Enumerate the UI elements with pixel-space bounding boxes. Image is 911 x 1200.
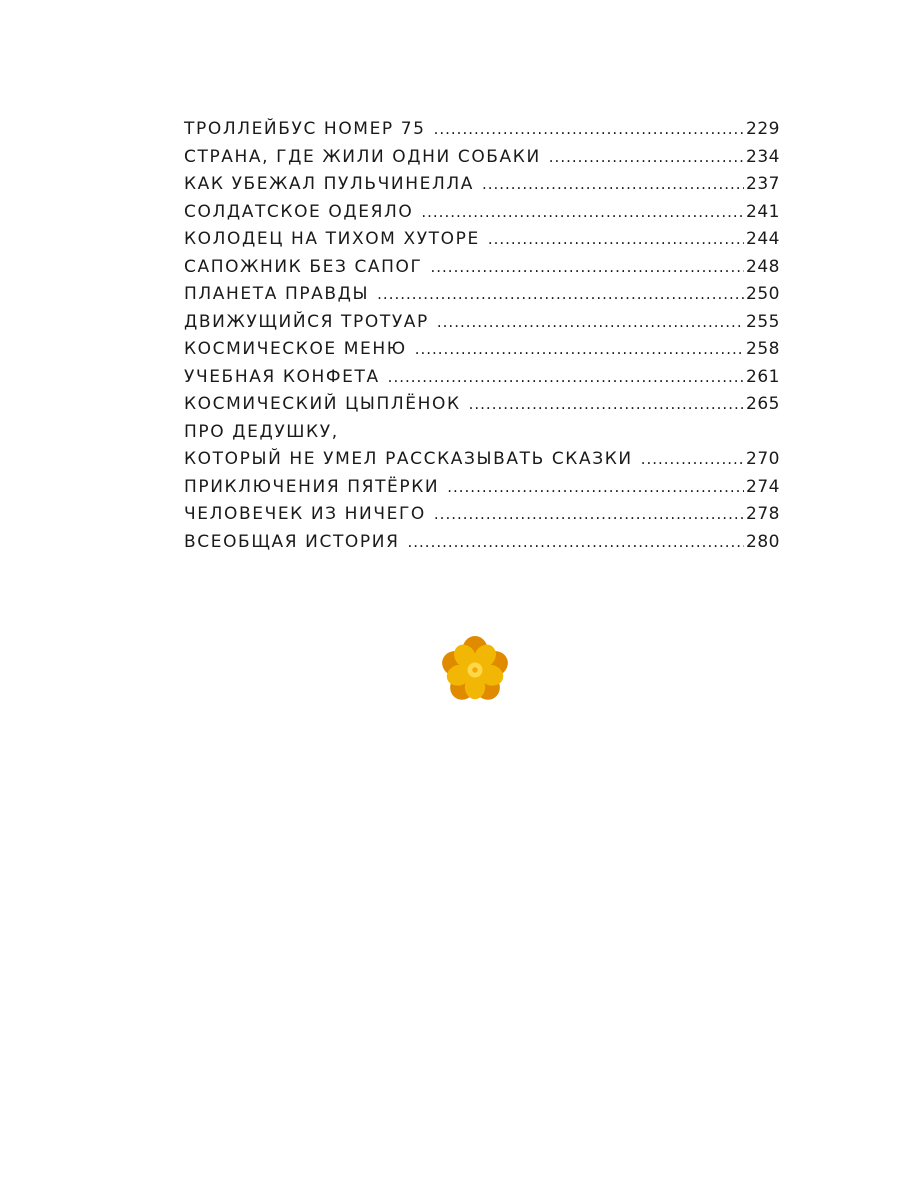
flower-icon bbox=[441, 636, 509, 704]
toc-entry-page: 250 bbox=[746, 284, 780, 304]
toc-entry-title: УЧЕБНАЯ КОНФЕТА bbox=[184, 366, 380, 387]
table-of-contents bbox=[184, 116, 780, 556]
toc-entry[interactable] bbox=[184, 501, 780, 529]
toc-entry-page: 278 bbox=[746, 504, 780, 524]
toc-entry[interactable] bbox=[184, 199, 780, 227]
toc-entry-title: САПОЖНИК БЕЗ САПОГ bbox=[184, 256, 423, 277]
toc-leader-dots bbox=[415, 336, 744, 364]
toc-entry-page: 280 bbox=[746, 531, 780, 552]
toc-entry-page: 241 bbox=[746, 201, 780, 222]
toc-entry-title: СОЛДАТСКОЕ ОДЕЯЛО bbox=[184, 201, 414, 222]
toc-entry-page: 274 bbox=[746, 476, 780, 497]
toc-entry-page: 258 bbox=[746, 339, 780, 359]
toc-entry-page: 237 bbox=[746, 174, 780, 194]
toc-leader-dots bbox=[447, 474, 744, 502]
toc-entry-page: 255 bbox=[746, 311, 780, 332]
toc-entry-page: 248 bbox=[746, 256, 780, 277]
toc-leader-dots bbox=[434, 501, 744, 529]
toc-leader-dots bbox=[377, 281, 744, 309]
toc-entry-title: КАК УБЕЖАЛ ПУЛЬЧИНЕЛЛА bbox=[184, 174, 474, 194]
toc-entry-title: ПРИКЛЮЧЕНИЯ ПЯТЁРКИ bbox=[184, 476, 440, 497]
toc-leader-dots bbox=[388, 364, 744, 392]
toc-entry-title: КОСМИЧЕСКОЕ МЕНЮ bbox=[184, 339, 407, 359]
toc-entry[interactable] bbox=[184, 254, 780, 282]
toc-entry-title: ПЛАНЕТА ПРАВДЫ bbox=[184, 284, 370, 304]
toc-entry-title: КОЛОДЕЦ НА ТИХОМ ХУТОРЕ bbox=[184, 229, 480, 249]
toc-entry-title-line1[interactable]: ПРО ДЕДУШКУ, bbox=[184, 421, 339, 442]
toc-entry-title: ЧЕЛОВЕЧЕК ИЗ НИЧЕГО bbox=[184, 504, 426, 524]
toc-entry-title: СТРАНА, ГДЕ ЖИЛИ ОДНИ СОБАКИ bbox=[184, 146, 541, 167]
toc-leader-dots bbox=[421, 199, 744, 227]
toc-entry[interactable] bbox=[184, 144, 780, 172]
toc-leader-dots bbox=[431, 254, 745, 282]
toc-leader-dots bbox=[408, 529, 745, 557]
toc-entry-title: ТРОЛЛЕЙБУС НОМЕР 75 bbox=[184, 119, 426, 139]
toc-leader-dots bbox=[482, 171, 744, 199]
toc-entry-page: 234 bbox=[746, 146, 780, 167]
toc-entry-title: ДВИЖУЩИЙСЯ ТРОТУАР bbox=[184, 311, 429, 332]
toc-entry-title: КОСМИЧЕСКИЙ ЦЫПЛЁНОК bbox=[184, 394, 461, 414]
toc-entry-page: 265 bbox=[746, 394, 780, 414]
toc-entry[interactable] bbox=[184, 116, 780, 144]
toc-entry[interactable] bbox=[184, 336, 780, 364]
toc-leader-dots bbox=[549, 144, 744, 172]
toc-entry[interactable] bbox=[184, 171, 780, 199]
toc-leader-dots bbox=[469, 391, 744, 419]
toc-entry[interactable] bbox=[184, 309, 780, 337]
toc-entry-page: 270 bbox=[746, 449, 780, 469]
toc-leader-dots bbox=[641, 446, 744, 474]
toc-entry-page: 229 bbox=[746, 119, 780, 139]
flower-center-dot bbox=[472, 667, 477, 672]
toc-leader-dots bbox=[488, 226, 744, 254]
toc-entry[interactable] bbox=[184, 446, 780, 474]
toc-leader-dots bbox=[434, 116, 744, 144]
toc-leader-dots bbox=[437, 309, 744, 337]
toc-entry[interactable] bbox=[184, 364, 780, 392]
toc-entry-title: КОТОРЫЙ НЕ УМЕЛ РАССКАЗЫВАТЬ СКАЗКИ bbox=[184, 449, 633, 469]
toc-entry-page: 244 bbox=[746, 229, 780, 249]
toc-entry-title: ВСЕОБЩАЯ ИСТОРИЯ bbox=[184, 531, 400, 552]
toc-entry[interactable] bbox=[184, 226, 780, 254]
toc-entry-page: 261 bbox=[746, 366, 780, 387]
toc-entry[interactable] bbox=[184, 281, 780, 309]
toc-entry[interactable] bbox=[184, 474, 780, 502]
toc-entry[interactable] bbox=[184, 391, 780, 419]
toc-entry[interactable] bbox=[184, 529, 780, 557]
